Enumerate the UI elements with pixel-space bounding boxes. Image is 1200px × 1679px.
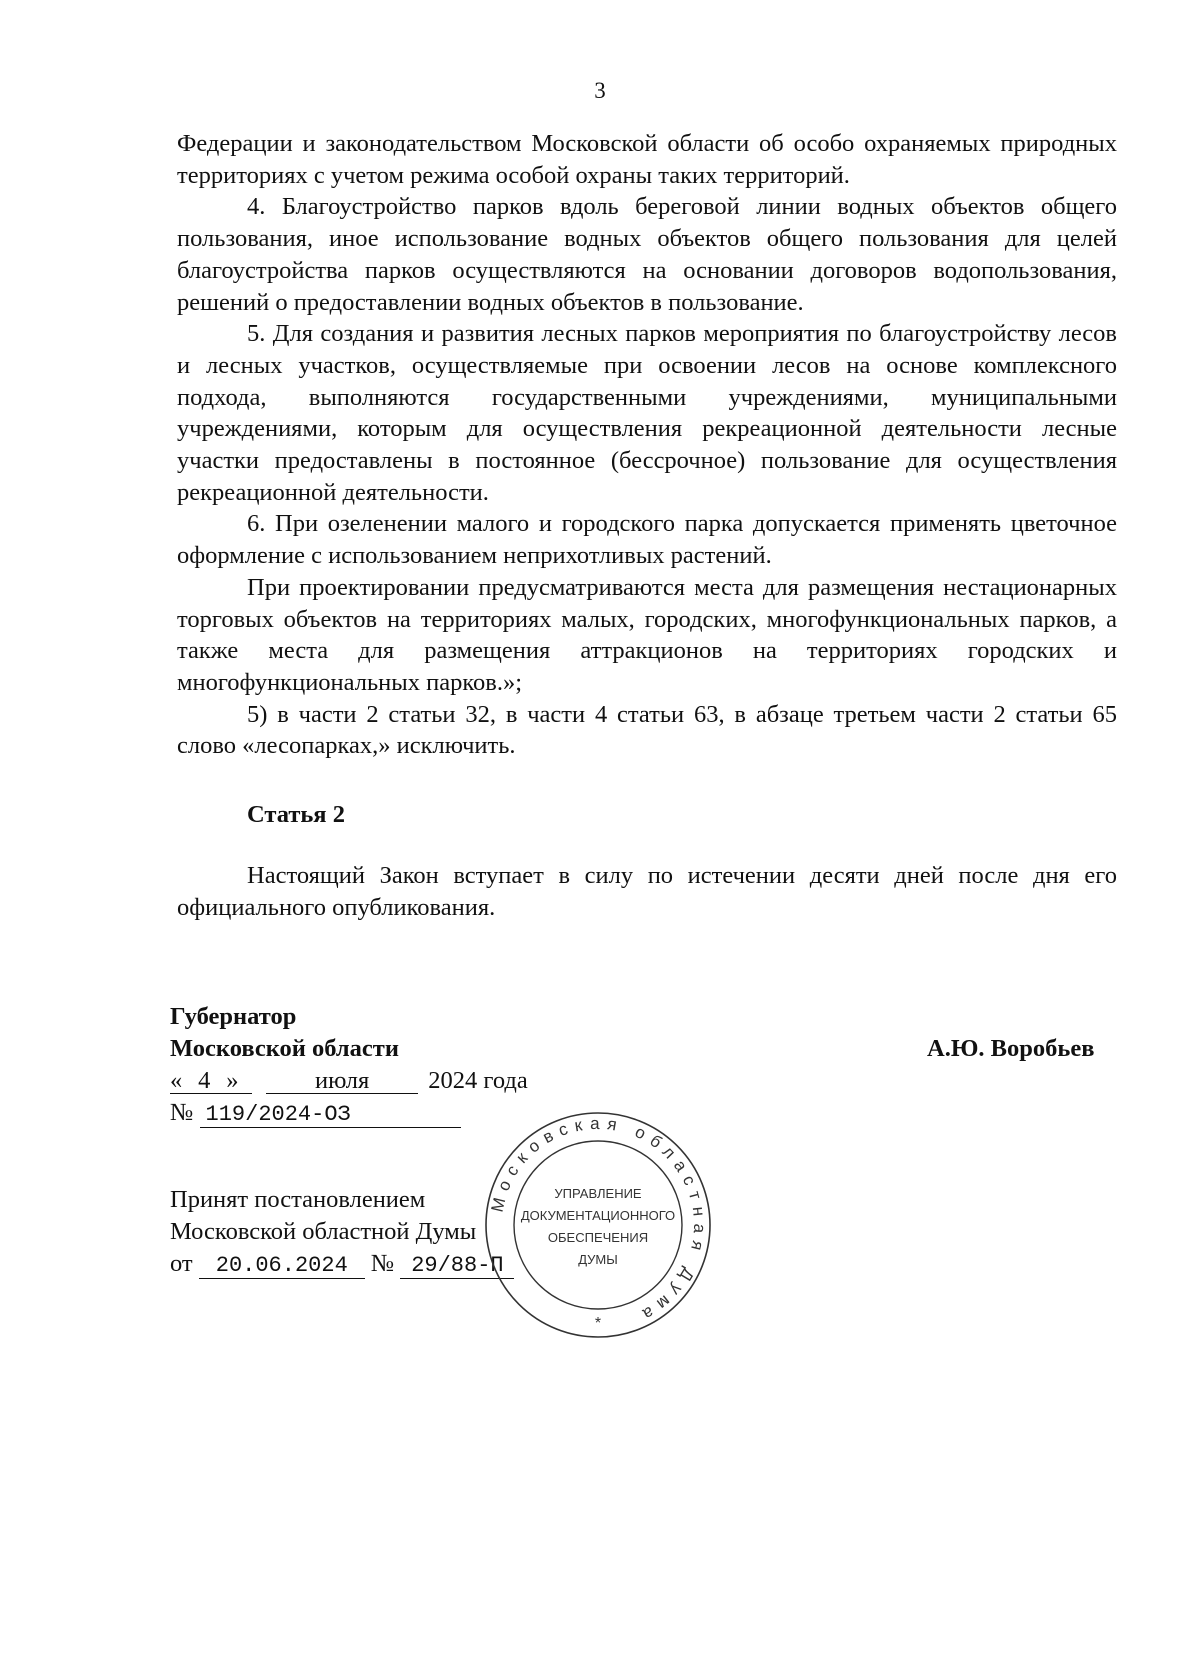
- adoption-date-prefix: от: [170, 1250, 193, 1277]
- stamp-star: *: [594, 1315, 602, 1332]
- stamp-center-line-2: ДОКУМЕНТАЦИОННОГО: [520, 1208, 676, 1223]
- adoption-line1: Принят постановлением: [170, 1186, 426, 1213]
- article-body: [177, 860, 1117, 923]
- paragraph-item-6: 6. При озеленении малого и городского парка допускается применять цветочное оформление с использованием неприхотливых растений.: [177, 510, 1117, 570]
- stamp-center-line-4: ДУМЫ: [578, 1252, 618, 1267]
- adoption-number: 29/88-П: [400, 1254, 514, 1279]
- stamp-ring-text: Московская областная Дума: [487, 1113, 710, 1328]
- adoption-date: 20.06.2024: [199, 1254, 365, 1279]
- signing-date-year: 2024 года: [428, 1067, 528, 1094]
- adoption-date-number: [170, 1250, 514, 1279]
- paragraph-item-4: 4. Благоустройство парков вдоль береговой линии водных объектов общего пользования, иное использование водных объектов общего пользования для целей благоустройства парков осуществляются на основании договоров водопользования, решений о предоставлении водных объектов в пользование.: [177, 193, 1117, 316]
- stamp-center-line-1: УПРАВЛЕНИЕ: [554, 1186, 642, 1201]
- stamp-inner-ring: [514, 1141, 682, 1309]
- official-stamp: [483, 1110, 713, 1340]
- adoption-number-sign: №: [370, 1250, 395, 1277]
- article-heading: Статья 2: [247, 801, 345, 828]
- paragraph-subitem-5: 5) в части 2 статьи 32, в части 4 статьи 63, в абзаце третьем части 2 статьи 65 слово «лесопарках,» исключить.: [177, 700, 1117, 760]
- signing-date-month: июля: [266, 1069, 418, 1094]
- paragraph-item-5: 5. Для создания и развития лесных парков мероприятия по благоустройству лесов и лесных участков, осуществляемые при освоении лесов на основе комплексного подхода, выполняются государственными учреждениями, муниципальными учреждениями, которым для осуществления рекреационной деятельности лесные участки предоставлены в постоянное (бессрочное) пользование для осуществления рекреационной деятельности.: [177, 320, 1117, 506]
- signing-date: [170, 1067, 528, 1095]
- adoption-line2: Московской областной Думы: [170, 1218, 477, 1245]
- page-number: 3: [594, 78, 606, 103]
- signatory-title-line2: Московской области: [170, 1035, 399, 1062]
- signatory-title-line1: Губернатор: [170, 1003, 297, 1030]
- paragraph-design-places: При проектировании предусматриваются места для размещения нестационарных торговых объектов на территориях малых, городских, многофункциональных парков, а также места для размещения аттракционов на территориях городских и многофункциональных парков.»;: [177, 573, 1117, 696]
- law-number: [170, 1099, 461, 1128]
- signatory-name: А.Ю. Воробьев: [927, 1035, 1095, 1062]
- law-number-sign: №: [170, 1099, 194, 1126]
- paragraph-continuation: Федерации и законодательством Московской области об особо охраняемых природных территориях с учетом режима особой охраны таких территорий.: [177, 130, 1117, 189]
- document-body: [177, 128, 1117, 762]
- signing-date-day-field: « 4 »: [170, 1069, 252, 1094]
- law-number-value: 119/2024-ОЗ: [200, 1103, 461, 1128]
- stamp-center-line-3: ОБЕСПЕЧЕНИЯ: [547, 1230, 649, 1245]
- article-paragraph: Настоящий Закон вступает в силу по истечении десяти дней после дня его официального опубликования.: [177, 862, 1117, 921]
